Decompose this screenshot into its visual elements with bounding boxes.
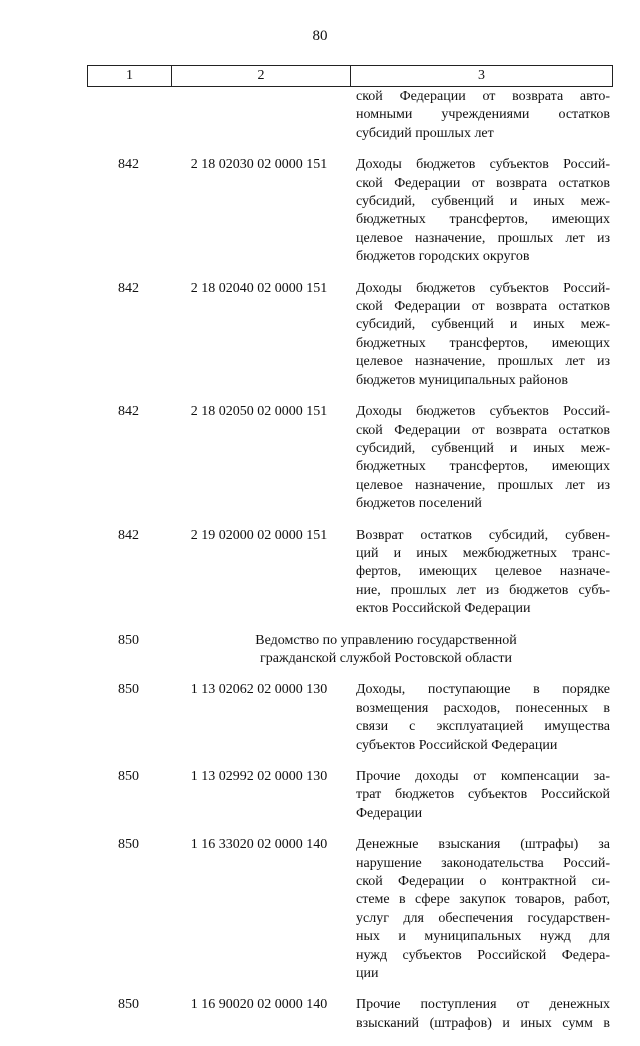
table-row xyxy=(87,88,611,143)
text-line: Доходы бюджетов субъектов Россий- xyxy=(356,404,610,420)
text-line: бюджетов городских округов xyxy=(356,249,530,265)
admin-code-cell: 842 xyxy=(118,527,139,543)
text-line: взысканий (штрафов) и иных сумм в xyxy=(356,1015,610,1031)
text-line: субсидий, субвенций и иных меж- xyxy=(356,440,610,456)
table-row xyxy=(87,527,611,619)
admin-code-cell: 850 xyxy=(118,632,139,648)
text-line: ской Федерации о контрактной си- xyxy=(356,874,610,890)
text-line: ние, прошлых лет из бюджетов субъ- xyxy=(356,582,610,598)
admin-code-cell: 850 xyxy=(118,682,139,698)
text-line: Доходы, поступающие в порядке xyxy=(356,682,610,698)
text-line: нарушение законодательства Россий- xyxy=(356,855,610,871)
page-number: 80 xyxy=(312,28,328,44)
text-line: бюджетных трансфертов, имеющих xyxy=(356,212,610,228)
admin-code-cell: 850 xyxy=(118,769,139,784)
description-cell xyxy=(348,996,610,1033)
table-body xyxy=(87,88,611,1046)
budget-code-cell: 2 18 02040 02 0000 151 xyxy=(190,280,328,296)
description-cell xyxy=(348,280,610,390)
admin-code-cell xyxy=(87,88,170,143)
header-col-2: 2 xyxy=(172,66,351,87)
description-cell xyxy=(348,88,610,143)
text-line: целевое назначение, прошлых лет из xyxy=(356,230,610,246)
text-line: ных и муниципальных нужд для xyxy=(356,929,610,945)
text-line: ской Федерации от возврата авто- xyxy=(356,89,610,104)
text-line: ции xyxy=(356,966,379,982)
text-line: Возврат остатков субсидий, субвен- xyxy=(356,527,610,543)
budget-code-cell: 2 18 02050 02 0000 151 xyxy=(190,404,328,420)
text-line: бюджетов муниципальных районов xyxy=(356,372,568,388)
department-title-cell xyxy=(170,632,602,669)
description-cell xyxy=(348,527,610,619)
text-line: Федерации xyxy=(356,805,423,821)
text-line: субъектов Российской Федерации xyxy=(356,737,558,753)
admin-code-cell: 842 xyxy=(118,157,139,173)
budget-code-cell: 2 19 02000 02 0000 151 xyxy=(190,527,328,543)
budget-code-cell: 1 13 02062 02 0000 130 xyxy=(190,682,328,698)
text-line: Прочие доходы от компенсации за- xyxy=(356,769,610,784)
description-cell xyxy=(348,403,610,513)
table-row xyxy=(87,632,611,669)
text-line: бюджетных трансфертов, имеющих xyxy=(356,335,610,351)
budget-code-cell xyxy=(170,88,348,143)
text-line: субсидий, субвенций и иных меж- xyxy=(356,194,610,210)
description-cell xyxy=(348,681,610,755)
table-row xyxy=(87,836,611,983)
text-line: субсидий прошлых лет xyxy=(356,125,494,141)
table-header xyxy=(87,65,613,87)
text-line: трат бюджетов субъектов Российской xyxy=(356,787,610,803)
text-line: фертов, имеющих целевое назначе- xyxy=(356,564,610,580)
admin-code-cell: 850 xyxy=(118,837,139,853)
text-line: связи с эксплуатацией имущества xyxy=(356,719,610,735)
admin-code-cell: 842 xyxy=(118,280,139,296)
table-row xyxy=(87,996,611,1033)
text-line: ций и иных межбюджетных транс- xyxy=(356,545,610,561)
text-line: стеме в сфере закупок товаров, работ, xyxy=(356,892,610,908)
table-row xyxy=(87,768,611,823)
admin-code-cell: 842 xyxy=(118,404,139,420)
description-cell xyxy=(348,768,610,823)
header-col-3: 3 xyxy=(351,66,613,87)
text-line: Доходы бюджетов субъектов Россий- xyxy=(356,280,610,296)
table-row xyxy=(87,156,611,266)
description-cell xyxy=(348,836,610,983)
table-row xyxy=(87,681,611,755)
text-line: ской Федерации от возврата остатков xyxy=(356,422,610,438)
text-line: бюджетов поселений xyxy=(356,496,482,512)
text-line: Ведомство по управлению государственной xyxy=(255,632,517,648)
text-line: нужд субъектов Российской Федера- xyxy=(356,947,610,963)
text-line: субсидий, субвенций и иных меж- xyxy=(356,317,610,333)
text-line: ской Федерации от возврата остатков xyxy=(356,299,610,315)
text-line: ской Федерации от возврата остатков xyxy=(356,175,610,191)
text-line: услуг для обеспечения государствен- xyxy=(356,910,610,926)
admin-code-cell: 850 xyxy=(118,997,139,1013)
budget-code-cell: 2 18 02030 02 0000 151 xyxy=(190,157,328,173)
text-line: ектов Российской Федерации xyxy=(356,601,531,617)
text-line: Денежные взыскания (штрафы) за xyxy=(356,837,610,853)
text-line: целевое назначение, прошлых лет из xyxy=(356,354,610,370)
budget-code-cell: 1 16 90020 02 0000 140 xyxy=(190,997,328,1013)
header-col-1: 1 xyxy=(88,66,172,87)
text-line: гражданской службой Ростовской области xyxy=(260,650,512,666)
text-line: возмещения расходов, понесенных в xyxy=(356,700,610,716)
text-line: Доходы бюджетов субъектов Россий- xyxy=(356,157,610,173)
budget-code-cell: 1 13 02992 02 0000 130 xyxy=(190,769,328,784)
budget-code-cell: 1 16 33020 02 0000 140 xyxy=(190,837,328,853)
text-line: номными учреждениями остатков xyxy=(356,107,610,123)
description-cell xyxy=(348,156,610,266)
table-row xyxy=(87,280,611,390)
text-line: целевое назначение, прошлых лет из xyxy=(356,477,610,493)
text-line: Прочие поступления от денежных xyxy=(356,997,610,1013)
text-line: бюджетных трансфертов, имеющих xyxy=(356,459,610,475)
table-row xyxy=(87,403,611,513)
